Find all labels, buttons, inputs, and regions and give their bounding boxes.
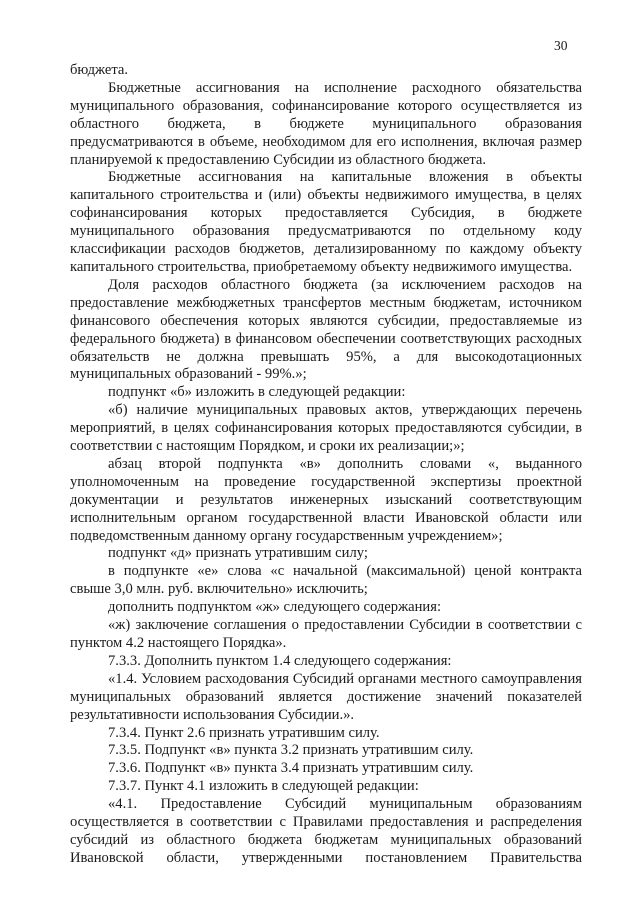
paragraph-11: 7.3.3. Дополнить пунктом 1.4 следующего содержания: [108, 652, 452, 669]
paragraph-8: в подпункте «е» слова «с начальной (максимальной) ценой контракта свыше 3,0 млн. руб. включительно» исключить; [70, 563, 582, 598]
paragraph-4: подпункт «б» изложить в следующей редакции: [108, 384, 406, 401]
document-body [70, 62, 582, 868]
paragraph-12: «1.4. Условием расходования Субсидий органами местного самоуправления муниципальных образований является достижение значений показателей результативности использования Субсидии.». [70, 670, 582, 723]
paragraph-15: 7.3.6. Подпункт «в» пункта 3.4 признать утратившим силу. [108, 760, 474, 777]
paragraph-5: «б) наличие муниципальных правовых актов, утверждающих перечень мероприятий, в целях софинансирования которых предоставляются субсидии, в соответствии с настоящим Порядком, и сроки их реализации;»; [70, 402, 582, 455]
paragraph-10: «ж) заключение соглашения о предоставлении Субсидии в соответствии с пунктом 4.2 настоящего Порядка». [70, 617, 582, 651]
page-number: 30 [554, 38, 568, 53]
paragraph-17: «4.1. Предоставление Субсидий муниципальным образованиям осуществляется в соответствии с Правилами предоставления и распределения субсидий из областного бюджета бюджетам муниципальных образований Ивановской области, утвержденными постановлением Правительства [70, 796, 582, 866]
paragraph-9: дополнить подпунктом «ж» следующего содержания: [108, 599, 442, 616]
paragraph-7: подпункт «д» признать утратившим силу; [108, 545, 368, 562]
paragraph-16: 7.3.7. Пункт 4.1 изложить в следующей редакции: [108, 778, 419, 795]
paragraph-6: абзац второй подпункта «в» дополнить словами «, выданного уполномоченным на проведение государственной экспертизы проектной документации и результатов инженерных изысканий соответствующим исполнительным органом государственной власти Ивановской области или подведомственным данному органу государственным учреждением»; [70, 455, 582, 544]
paragraph-1: Бюджетные ассигнования на исполнение расходного обязательства муниципального образования, софинансирование которого осуществляется из областного бюджета, в бюджете муниципального образования предусматриваются в объеме, необходимом для его исполнения, включая размер планируемой к предоставлению Субсидии из областного бюджета. [70, 79, 582, 168]
paragraph-13: 7.3.4. Пункт 2.6 признать утратившим силу. [108, 724, 380, 741]
paragraph-3: Доля расходов областного бюджета (за исключением расходов на предоставление межбюджетных трансфертов местным бюджетам, источником финансового обеспечения которых являются субсидии, предоставляемые из федерального бюджета) в финансовом обеспечении соответствующих расходных обязательств не должна превышать 95%, а для высокодотационных муниципальных образований - 99%.»; [70, 276, 582, 383]
paragraph-14: 7.3.5. Подпункт «в» пункта 3.2 признать утратившим силу. [108, 742, 474, 759]
paragraph-0: бюджета. [70, 62, 129, 78]
paragraph-2: Бюджетные ассигнования на капитальные вложения в объекты капитального строительства и (или) объекты недвижимого имущества, в целях софинансирования которых предоставляется Субсидия, в бюджете муниципального образования предусматриваются по отдельному коду классификации расходов бюджетов, детализированному по каждому объекту капитального строительства, приобретаемому объекту недвижимого имущества. [70, 169, 582, 275]
